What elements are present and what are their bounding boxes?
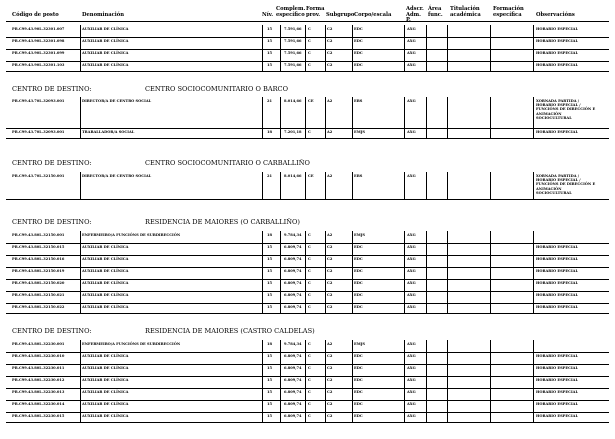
cell-observacions: HORARIO ESPECIAL: [536, 63, 578, 67]
column-separator: [325, 172, 326, 199]
column-separator: [325, 340, 326, 422]
cell-niv: 15: [267, 269, 273, 273]
cell-complem: 6.809,74: [284, 354, 302, 358]
cell-adscr: AXG: [407, 39, 416, 43]
row-rule: [6, 267, 609, 268]
cell-niv: 15: [267, 281, 273, 285]
cell-denominacion: AUXILIAR DE CLÍNICA: [82, 354, 129, 358]
cell-codigo: PR.C99.43.80L.32230.015: [12, 414, 65, 418]
row-rule: [6, 412, 609, 413]
row-rule: [6, 128, 609, 129]
row-rule: [6, 37, 609, 38]
cell-niv: 15: [267, 366, 273, 370]
cell-complem: 8.014,66: [284, 174, 302, 178]
column-separator: [490, 340, 491, 422]
column-separator: [262, 25, 263, 71]
column-separator: [262, 340, 263, 422]
column-separator: [533, 172, 534, 199]
cell-adscr: AXG: [407, 257, 416, 261]
cell-forma: CE: [308, 99, 314, 103]
cell-subgrupo: C2: [327, 63, 333, 67]
cell-niv: 15: [267, 414, 273, 418]
cell-corpo: EDC: [354, 281, 363, 285]
cell-adscr: AXG: [407, 305, 416, 309]
cell-subgrupo: C2: [327, 378, 333, 382]
column-separator: [533, 231, 534, 313]
column-separator: [404, 172, 405, 199]
row-rule: [6, 71, 609, 72]
cell-adscr: AXG: [407, 174, 416, 178]
cell-observacions: HORARIO ESPECIAL: [536, 293, 578, 297]
column-separator: [305, 25, 306, 71]
cell-denominacion: AUXILIAR DE CLÍNICA: [82, 27, 129, 31]
column-separator: [533, 97, 534, 138]
cell-denominacion: AUXILIAR DE CLÍNICA: [82, 402, 129, 406]
cell-observacions: HORARIO ESPECIAL /: [536, 178, 581, 183]
cell-niv: 15: [267, 378, 273, 382]
cell-adscr: AXG: [407, 390, 416, 394]
cell-denominacion: ENFERMEIRO/A FUNCIÓNS DE SUBDIRECCIÓN: [82, 233, 181, 237]
cell-forma: C: [308, 390, 311, 394]
header-complem: Complem. específico: [276, 6, 306, 18]
header-forma: Forma prov.: [306, 6, 325, 18]
cell-observacions: HORARIO ESPECIAL: [536, 245, 578, 249]
cell-niv: 18: [267, 233, 273, 237]
row-rule: [6, 199, 609, 200]
cell-denominacion: TRABALLADOR/A SOCIAL: [82, 130, 135, 134]
cell-subgrupo: A2: [327, 130, 333, 134]
cell-codigo: PR.C99.43.80L.32230.014: [12, 402, 65, 406]
column-separator: [280, 231, 281, 313]
row-rule: [6, 352, 609, 353]
cell-observacions: HORARIO ESPECIAL: [536, 414, 578, 418]
cell-corpo: EBS: [354, 99, 363, 103]
cell-corpo: EMJS: [354, 130, 366, 134]
cell-complem: 6.809,74: [284, 257, 302, 261]
cell-denominacion: AUXILIAR DE CLÍNICA: [82, 51, 129, 55]
cell-corpo: EDC: [354, 378, 363, 382]
cell-subgrupo: C2: [327, 305, 333, 309]
column-separator: [447, 25, 448, 71]
cell-subgrupo: C2: [327, 269, 333, 273]
cell-observacions: HORARIO ESPECIAL: [536, 130, 578, 134]
column-separator: [305, 172, 306, 199]
row-rule: [6, 243, 609, 244]
column-separator: [404, 340, 405, 422]
cell-corpo: EMJS: [354, 342, 366, 346]
cell-adscr: AXG: [407, 269, 416, 273]
cell-forma: CE: [308, 174, 314, 178]
cell-denominacion: AUXILIAR DE CLÍNICA: [82, 39, 129, 43]
cell-niv: 15: [267, 63, 273, 67]
cell-denominacion: AUXILIAR DE CLÍNICA: [82, 390, 129, 394]
column-separator: [80, 231, 81, 313]
column-separator: [80, 25, 81, 71]
cell-observacions: FUNCIÓNS DE DIRECCIÓN E: [536, 182, 596, 187]
cell-subgrupo: C2: [327, 402, 333, 406]
cell-forma: C: [308, 245, 311, 249]
column-separator: [325, 97, 326, 138]
cell-complem: 9.784,34: [284, 233, 302, 237]
cell-denominacion: DIRECTOR/A DE CENTRO SOCIAL: [82, 174, 152, 178]
column-separator: [280, 340, 281, 422]
cell-forma: C: [308, 130, 311, 134]
cell-observacions: HORARIO ESPECIAL: [536, 51, 578, 55]
header-subgrupo: Subgrupo: [326, 12, 355, 18]
section-title-name: CENTRO SOCIOCOMUNITARIO O CARBALLIÑO: [145, 159, 310, 167]
cell-observacions: HORARIO ESPECIAL /: [536, 103, 581, 108]
cell-denominacion: AUXILIAR DE CLÍNICA: [82, 305, 129, 309]
cell-adscr: AXG: [407, 366, 416, 370]
cell-adscr: AXG: [407, 354, 416, 358]
column-separator: [280, 25, 281, 71]
column-separator: [447, 97, 448, 138]
cell-denominacion: AUXILIAR DE CLÍNICA: [82, 293, 129, 297]
cell-complem: 6.809,74: [284, 269, 302, 273]
cell-adscr: AXG: [407, 342, 416, 346]
section-title-name: RESIDENCIA DE MAIORES (O CARBALLIÑO): [145, 218, 300, 226]
row-rule: [6, 388, 609, 389]
column-separator: [305, 97, 306, 138]
column-separator: [352, 25, 353, 71]
cell-denominacion: AUXILIAR DE CLÍNICA: [82, 245, 129, 249]
column-separator: [352, 172, 353, 199]
column-separator: [490, 172, 491, 199]
cell-forma: C: [308, 269, 311, 273]
cell-forma: C: [308, 342, 311, 346]
column-separator: [352, 231, 353, 313]
cell-forma: C: [308, 366, 311, 370]
cell-denominacion: ENFERMEIRO/A FUNCIÓNS DE SUBDIRECCIÓN: [82, 342, 181, 346]
cell-forma: C: [308, 402, 311, 406]
cell-corpo: EBS: [354, 174, 363, 178]
column-separator: [305, 340, 306, 422]
cell-subgrupo: C2: [327, 390, 333, 394]
cell-subgrupo: C2: [327, 39, 333, 43]
cell-adscr: AXG: [407, 27, 416, 31]
cell-adscr: AXG: [407, 402, 416, 406]
cell-niv: 15: [267, 245, 273, 249]
cell-corpo: EDC: [354, 293, 363, 297]
row-rule: [6, 279, 609, 280]
cell-forma: C: [308, 51, 311, 55]
column-separator: [490, 231, 491, 313]
cell-observacions: HORARIO ESPECIAL: [536, 39, 578, 43]
column-separator: [426, 231, 427, 313]
column-separator: [490, 97, 491, 138]
cell-niv: 15: [267, 293, 273, 297]
cell-observacions: HORARIO ESPECIAL: [536, 269, 578, 273]
cell-complem: 6.809,74: [284, 414, 302, 418]
cell-corpo: EDC: [354, 63, 363, 67]
column-separator: [447, 231, 448, 313]
cell-subgrupo: C2: [327, 245, 333, 249]
cell-forma: C: [308, 39, 311, 43]
cell-subgrupo: A2: [327, 233, 333, 237]
header-niv: Nív.: [262, 12, 274, 18]
cell-subgrupo: C2: [327, 414, 333, 418]
cell-corpo: EDC: [354, 257, 363, 261]
cell-subgrupo: A2: [327, 99, 333, 103]
cell-complem: 7.591,66: [284, 51, 302, 55]
row-rule: [6, 364, 609, 365]
header-codigo: Código de posto: [12, 12, 59, 18]
row-rule: [6, 61, 609, 62]
column-separator: [262, 231, 263, 313]
cell-subgrupo: C2: [327, 354, 333, 358]
header-denominacion: Denominación: [82, 12, 124, 18]
cell-corpo: EDC: [354, 269, 363, 273]
cell-corpo: EDC: [354, 39, 363, 43]
cell-complem: 8.014,66: [284, 99, 302, 103]
cell-codigo: PR.C99.43.80L.32150.022: [12, 305, 65, 309]
cell-forma: C: [308, 305, 311, 309]
cell-denominacion: DIRECTOR/A DE CENTRO SOCIAL: [82, 99, 152, 103]
cell-subgrupo: C2: [327, 366, 333, 370]
cell-niv: 15: [267, 39, 273, 43]
cell-forma: C: [308, 354, 311, 358]
cell-codigo: PR.C99.43.90L.32301.103: [12, 63, 65, 67]
cell-observacions: HORARIO ESPECIAL: [536, 354, 578, 358]
cell-complem: 7.591,66: [284, 27, 302, 31]
column-separator: [80, 97, 81, 138]
column-separator: [490, 25, 491, 71]
cell-complem: 7.201,18: [284, 130, 302, 134]
cell-codigo: PR.C99.43.80L.32150.021: [12, 293, 65, 297]
cell-adscr: AXG: [407, 63, 416, 67]
cell-subgrupo: C2: [327, 281, 333, 285]
column-separator: [533, 340, 534, 422]
cell-adscr: AXG: [407, 245, 416, 249]
cell-niv: 15: [267, 27, 273, 31]
column-separator: [280, 172, 281, 199]
column-separator: [262, 172, 263, 199]
cell-observacions: ANIMACIÓN: [536, 186, 562, 191]
cell-observacions: SOCIOCULTURAL: [536, 190, 572, 195]
header-observacions: Observacións: [536, 12, 575, 18]
cell-complem: 6.809,74: [284, 305, 302, 309]
cell-subgrupo: C2: [327, 293, 333, 297]
cell-niv: 15: [267, 305, 273, 309]
header-corpo: Corpo/escala: [354, 12, 392, 18]
cell-forma: C: [308, 63, 311, 67]
cell-observacions: ANIMACIÓN: [536, 111, 562, 116]
column-separator: [325, 25, 326, 71]
cell-corpo: EDC: [354, 51, 363, 55]
cell-forma: C: [308, 257, 311, 261]
cell-denominacion: AUXILIAR DE CLÍNICA: [82, 257, 129, 261]
cell-denominacion: AUXILIAR DE CLÍNICA: [82, 63, 129, 67]
cell-adscr: AXG: [407, 130, 416, 134]
column-separator: [305, 231, 306, 313]
cell-corpo: EDC: [354, 414, 363, 418]
cell-complem: 6.809,74: [284, 378, 302, 382]
cell-codigo: PR.C99.43.90L.32301.099: [12, 51, 65, 55]
cell-denominacion: AUXILIAR DE CLÍNICA: [82, 269, 129, 273]
cell-forma: C: [308, 281, 311, 285]
cell-codigo: PR.C99.43.80L.32230.011: [12, 366, 65, 370]
cell-adscr: AXG: [407, 99, 416, 103]
header-formacion: Formación específica: [493, 6, 524, 18]
cell-complem: 6.809,74: [284, 390, 302, 394]
cell-codigo: PR.C99.43.80L.32230.013: [12, 390, 65, 394]
cell-adscr: AXG: [407, 233, 416, 237]
column-separator: [352, 97, 353, 138]
cell-codigo: PR.C99.43.90L.32301.007: [12, 27, 65, 31]
cell-observacions: HORARIO ESPECIAL: [536, 378, 578, 382]
cell-subgrupo: C2: [327, 27, 333, 31]
row-rule: [6, 49, 609, 50]
cell-codigo: PR.C99.43.80L.32150.016: [12, 257, 65, 261]
cell-niv: 15: [267, 51, 273, 55]
cell-observacions: HORARIO ESPECIAL: [536, 402, 578, 406]
header-adscr: Adscr. Adm. P.: [406, 6, 424, 24]
cell-forma: C: [308, 378, 311, 382]
cell-codigo: PR.C99.43.70L.32093.001: [12, 99, 65, 103]
cell-codigo: PR.C99.43.80L.32230.010: [12, 354, 65, 358]
column-separator: [80, 172, 81, 199]
cell-complem: 6.809,74: [284, 366, 302, 370]
cell-observacions: HORARIO ESPECIAL: [536, 281, 578, 285]
section-title-name: CENTRO SOCIOCOMUNITARIO O BARCO: [145, 85, 288, 93]
cell-denominacion: AUXILIAR DE CLÍNICA: [82, 281, 129, 285]
cell-complem: 6.809,74: [284, 245, 302, 249]
column-separator: [404, 25, 405, 71]
cell-forma: C: [308, 293, 311, 297]
cell-niv: 15: [267, 390, 273, 394]
column-separator: [426, 97, 427, 138]
cell-adscr: AXG: [407, 293, 416, 297]
cell-denominacion: AUXILIAR DE CLÍNICA: [82, 378, 129, 382]
row-rule: [6, 255, 609, 256]
cell-denominacion: AUXILIAR DE CLÍNICA: [82, 414, 129, 418]
cell-complem: 6.809,74: [284, 281, 302, 285]
cell-subgrupo: A2: [327, 342, 333, 346]
row-rule: [6, 422, 609, 423]
cell-complem: 7.591,66: [284, 63, 302, 67]
cell-codigo: PR.C99.43.80L.32150.019: [12, 269, 65, 273]
cell-adscr: AXG: [407, 414, 416, 418]
row-rule: [6, 313, 609, 314]
row-rule: [6, 400, 609, 401]
cell-denominacion: AUXILIAR DE CLÍNICA: [82, 366, 129, 370]
cell-forma: C: [308, 233, 311, 237]
column-separator: [280, 97, 281, 138]
cell-observacions: XORNADA PARTIDA /: [536, 99, 580, 103]
cell-corpo: EDC: [354, 305, 363, 309]
column-separator: [404, 231, 405, 313]
cell-niv: 21: [267, 174, 273, 178]
cell-corpo: EDC: [354, 402, 363, 406]
section-title-label: CENTRO DE DESTINO:: [12, 85, 92, 93]
cell-codigo: PR.C99.43.80L.32150.020: [12, 281, 65, 285]
cell-codigo: PR.C99.43.80L.32230.012: [12, 378, 65, 382]
cell-corpo: EDC: [354, 27, 363, 31]
header-rule: [6, 21, 609, 22]
column-separator: [426, 340, 427, 422]
cell-observacions: XORNADA PARTIDA /: [536, 174, 580, 178]
column-separator: [404, 97, 405, 138]
cell-niv: 21: [267, 99, 273, 103]
cell-observacions: SOCIOCULTURAL: [536, 115, 572, 120]
cell-niv: 15: [267, 402, 273, 406]
header-titulacion: Titulación académica: [450, 6, 481, 18]
row-rule: [6, 138, 609, 139]
cell-adscr: AXG: [407, 378, 416, 382]
cell-niv: 15: [267, 257, 273, 261]
cell-subgrupo: A2: [327, 174, 333, 178]
cell-forma: C: [308, 414, 311, 418]
cell-observacions: HORARIO ESPECIAL: [536, 305, 578, 309]
cell-observacions: HORARIO ESPECIAL: [536, 390, 578, 394]
cell-adscr: AXG: [407, 281, 416, 285]
cell-adscr: AXG: [407, 51, 416, 55]
row-rule: [6, 376, 609, 377]
column-separator: [426, 172, 427, 199]
cell-complem: 6.809,74: [284, 293, 302, 297]
cell-observacions: FUNCIÓNS DE DIRECCIÓN E: [536, 107, 596, 112]
cell-observacions: HORARIO ESPECIAL: [536, 257, 578, 261]
column-separator: [426, 25, 427, 71]
cell-forma: C: [308, 27, 311, 31]
section-title-label: CENTRO DE DESTINO:: [12, 218, 92, 226]
cell-niv: 15: [267, 354, 273, 358]
cell-complem: 7.591,66: [284, 39, 302, 43]
column-separator: [352, 340, 353, 422]
cell-corpo: EDC: [354, 354, 363, 358]
cell-corpo: EDC: [354, 390, 363, 394]
cell-codigo: PR.C99.43.80L.32150.015: [12, 245, 65, 249]
section-title-name: RESIDENCIA DE MAIORES (CASTRO CALDELAS): [145, 327, 315, 335]
column-separator: [447, 172, 448, 199]
cell-observacions: HORARIO ESPECIAL: [536, 27, 578, 31]
row-rule: [6, 291, 609, 292]
cell-corpo: EDC: [354, 245, 363, 249]
row-rule: [6, 303, 609, 304]
cell-complem: 6.809,74: [284, 402, 302, 406]
column-separator: [262, 97, 263, 138]
column-separator: [325, 231, 326, 313]
cell-niv: 18: [267, 130, 273, 134]
cell-codigo: PR.C99.43.70L.32093.001: [12, 130, 65, 134]
cell-complem: 9.784,34: [284, 342, 302, 346]
cell-codigo: PR.C99.43.70L.32150.001: [12, 174, 65, 178]
section-title-label: CENTRO DE DESTINO:: [12, 159, 92, 167]
column-separator: [447, 340, 448, 422]
section-title-label: CENTRO DE DESTINO:: [12, 327, 92, 335]
cell-corpo: EDC: [354, 366, 363, 370]
cell-codigo: PR.C99.43.80L.32150.001: [12, 233, 65, 237]
cell-subgrupo: C2: [327, 257, 333, 261]
column-separator: [533, 25, 534, 71]
cell-niv: 18: [267, 342, 273, 346]
cell-codigo: PR.C99.43.80L.32230.001: [12, 342, 65, 346]
header-area: Área func.: [428, 6, 443, 18]
cell-observacions: HORARIO ESPECIAL: [536, 366, 578, 370]
column-separator: [80, 340, 81, 422]
cell-corpo: EMJS: [354, 233, 366, 237]
cell-codigo: PR.C99.43.90L.32301.098: [12, 39, 65, 43]
cell-subgrupo: C2: [327, 51, 333, 55]
